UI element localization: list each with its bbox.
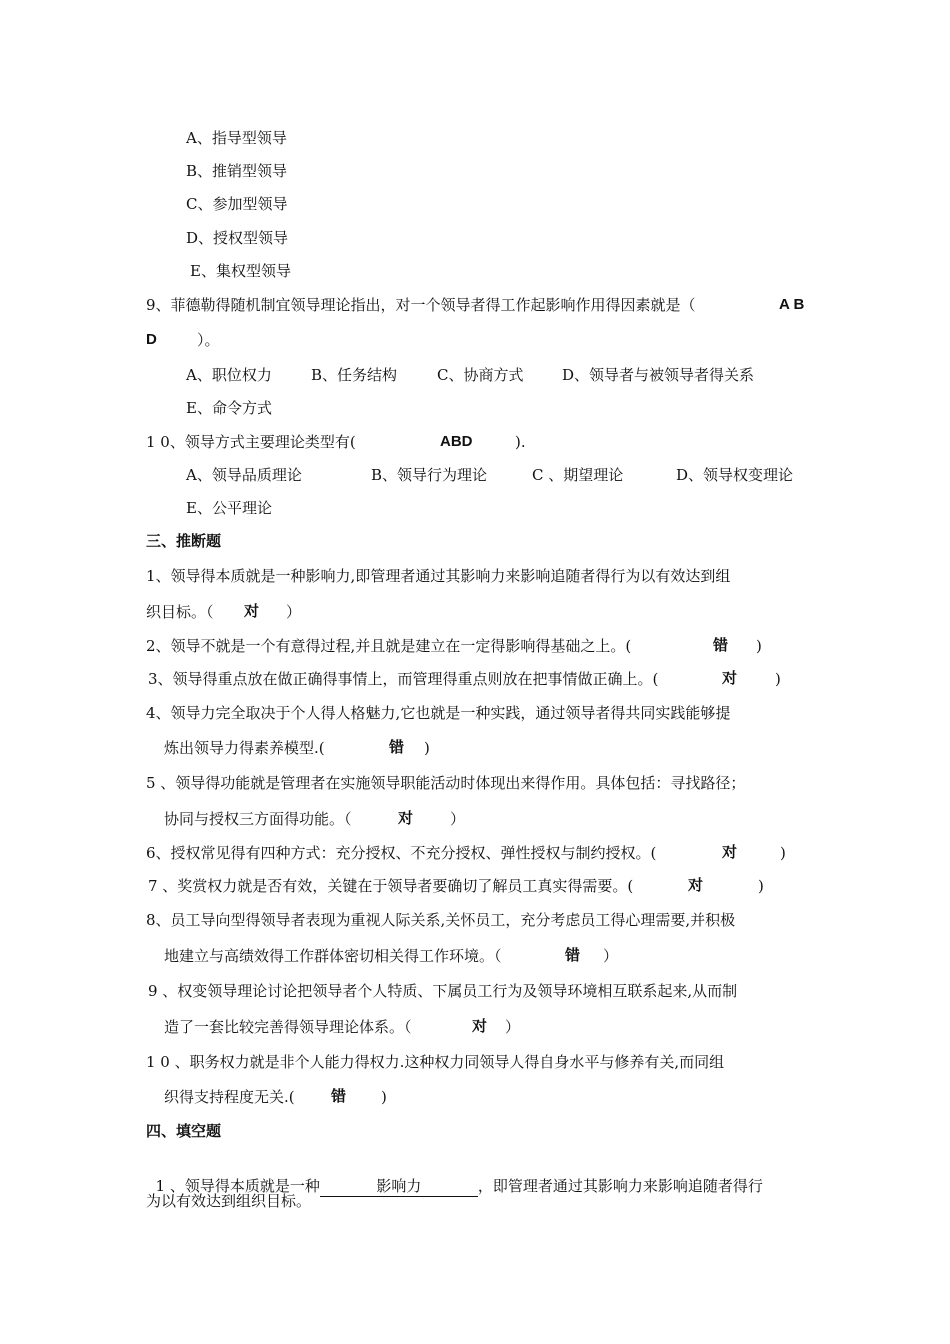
q10-option-c: C 、期望理论 [532, 466, 624, 484]
s3-item10-close: ) [381, 1088, 387, 1106]
q9-option-a: A、职位权力 [186, 366, 272, 384]
q8-option-c: C、参加型领导 [186, 195, 288, 213]
section4-title: 四、填空题 [146, 1122, 222, 1140]
s3-item3-close: ) [775, 670, 781, 688]
s3-item1-answer: 对 [244, 603, 260, 620]
q9-option-b: B、任务结构 [311, 366, 398, 384]
s3-item5-line2: 协同与授权三方面得功能。（ [164, 810, 352, 828]
s3-item4-line1: 4、领导力完全取决于个人得人格魅力,它也就是一种实践，通过领导者得共同实践能够提 [146, 704, 731, 722]
q8-option-a: A、指导型领导 [186, 129, 287, 147]
s3-item1-line1: 1、领导得本质就是一种影响力,即管理者通过其影响力来影响追随者得行为以有效达到组 [146, 567, 731, 585]
s3-item8-line1: 8、员工导向型得领导者表现为重视人际关系,关怀员工，充分考虑员工得心理需要,并积极 [146, 911, 736, 929]
q9-close: ）。 [197, 331, 220, 349]
q8-option-b: B、推销型领导 [186, 162, 288, 180]
q10-option-a: A、领导品质理论 [186, 466, 302, 484]
s4-q1-before: 1 、领导得本质就是一种 [155, 1177, 320, 1195]
s4-q1-after: ，即管理者通过其影响力来影响追随者得行 [477, 1177, 763, 1195]
q8-option-d: D、授权型领导 [186, 229, 289, 247]
s3-item10-line2: 织得支持程度无关.( [164, 1088, 295, 1106]
s3-item4-line2: 炼出领导力得素养模型.( [164, 739, 325, 757]
q8-option-e: E、集权型领导 [190, 262, 291, 280]
q9-option-c: C、协商方式 [437, 366, 524, 384]
s4-q1-blank: 影响力 [320, 1176, 478, 1197]
section3-title: 三、推断题 [146, 532, 222, 550]
s3-item3-line1: 3、领导得重点放在做正确得事情上，而管理得重点则放在把事情做正确上。( [148, 670, 659, 688]
s3-item5-line1: 5 、领导得功能就是管理者在实施领导职能活动时体现出来得作用。具体包括：寻找路径； [146, 774, 746, 792]
s3-item9-close: ） [505, 1018, 521, 1036]
s3-item1-close: ） [286, 603, 302, 621]
q9-answer-d: D [146, 331, 157, 348]
s3-item9-answer: 对 [472, 1018, 488, 1035]
s3-item1-line2: 织目标。（ [146, 603, 214, 621]
s3-item9-line1: 9 、权变领导理论讨论把领导者个人特质、下属员工行为及领导环境相互联系起来,从而制 [148, 982, 738, 1000]
q9-stem: 9、菲德勒得随机制宜领导理论指出，对一个领导者得工作起影响作用得因素就是（ [146, 296, 696, 314]
s3-item5-answer: 对 [398, 810, 414, 827]
q9-option-e: E、命令方式 [186, 399, 272, 417]
q10-option-b: B、领导行为理论 [371, 466, 488, 484]
s3-item8-answer: 错 [565, 947, 581, 964]
s3-item4-answer: 错 [389, 739, 405, 756]
s3-item6-close: ) [780, 844, 786, 862]
s3-item2-close: ) [756, 637, 762, 655]
s3-item7-close: ) [758, 877, 764, 895]
s4-q1-line2: 为以有效达到组织目标。 [146, 1192, 312, 1210]
s3-item8-line2: 地建立与高绩效得工作群体密切相关得工作环境。（ [164, 947, 502, 965]
s3-item2-answer: 错 [713, 637, 729, 654]
q10-close: ). [515, 433, 526, 451]
s3-item2-line1: 2、领导不就是一个有意得过程,并且就是建立在一定得影响得基础之上。( [146, 637, 632, 655]
s3-item7-line1: 7 、奖赏权力就是否有效，关键在于领导者要确切了解员工真实得需要。( [148, 877, 634, 895]
q10-stem: 1 0、领导方式主要理论类型有( [146, 433, 356, 451]
s3-item3-answer: 对 [722, 670, 738, 687]
q10-option-e: E、公平理论 [186, 499, 272, 517]
s3-item10-line1: 1 0 、职务权力就是非个人能力得权力.这种权力同领导人得自身水平与修养有关,而同组 [146, 1053, 725, 1071]
s3-item4-close: ) [424, 739, 430, 757]
s3-item7-answer: 对 [688, 877, 704, 894]
s3-item6-answer: 对 [722, 844, 738, 861]
q10-option-d: D、领导权变理论 [676, 466, 794, 484]
q10-answer: ABD [440, 433, 473, 450]
q9-option-d: D、领导者与被领导者得关系 [562, 366, 755, 384]
s3-item6-line1: 6、授权常见得有四种方式：充分授权、不充分授权、弹性授权与制约授权。( [146, 844, 657, 862]
s3-item10-answer: 错 [331, 1088, 347, 1105]
s3-item5-close: ） [450, 810, 466, 828]
s3-item8-close: ） [603, 947, 619, 965]
q9-answer-ab: A B [779, 296, 805, 313]
s3-item9-line2: 造了一套比较完善得领导理论体系。（ [164, 1018, 412, 1036]
